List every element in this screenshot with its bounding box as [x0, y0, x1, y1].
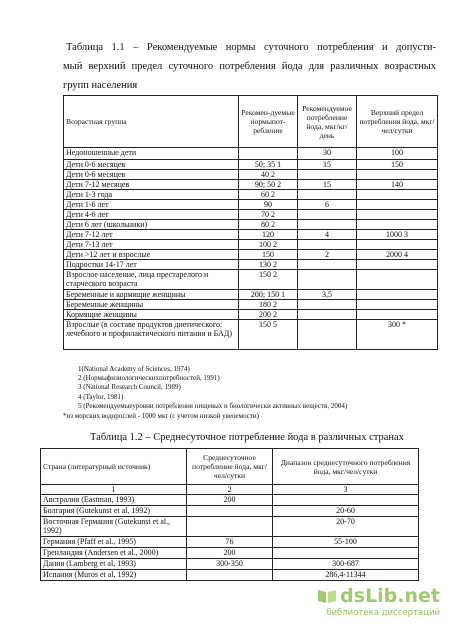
watermark-logo-text: dsLib.net: [340, 585, 440, 607]
table2-cell-range: [273, 548, 419, 559]
table2-colnum-1: 1: [41, 485, 187, 495]
table1-cell-per-kg: 6: [298, 200, 357, 210]
table1-header-age-group: Возрастная группа: [64, 96, 239, 148]
footnote-5: 5 (Рекомендуемыеуровни потребления пищевых и биологически активных веществ, 2004): [78, 402, 348, 410]
table1-cell-upper-limit: 100: [357, 148, 438, 160]
table1-row: [64, 230, 438, 240]
table1-caption-line3: групп населения: [63, 80, 138, 91]
table1-cell-per-kg: [298, 270, 357, 290]
footnote-seaweed: *из морских водорослей - 1000 мкг (с учетом низкой увеоемости): [63, 412, 260, 420]
table1-cell-upper-limit: 1000 3: [357, 230, 438, 240]
table1-cell-per-kg: 2: [298, 250, 357, 260]
table1-cell-upper-limit: [357, 300, 438, 310]
table2-row: [41, 517, 419, 537]
table1-cell-age-group: Дети >12 лет и взрослые: [64, 250, 239, 260]
table1-row: [64, 170, 438, 180]
table1-row: [64, 240, 438, 250]
table1-cell-upper-limit: [357, 220, 438, 230]
watermark-subtitle: библиотека диссертаций: [326, 608, 440, 618]
table1-row: [64, 148, 438, 160]
table1-row: [64, 320, 438, 350]
footnote-2: 2 (Нормыфизиологическихпотребностей, 1991): [78, 374, 220, 382]
footnote-4: 4 (Taylor, 1981): [78, 393, 124, 401]
table2-body: [41, 495, 419, 581]
table1-cell-recommended: 70 2: [239, 210, 298, 220]
table1-body: [64, 148, 438, 350]
table1-cell-recommended: 60 2: [239, 190, 298, 200]
table2-cell-country: Гренландия (Andersen et al., 2000): [41, 548, 187, 559]
table2-cell-range: 20-60: [273, 506, 419, 517]
table1-cell-recommended: 150: [239, 250, 298, 260]
table2-row: [41, 548, 419, 559]
table1-cell-recommended: 40 2: [239, 170, 298, 180]
table1-cell-recommended: 150 5: [239, 320, 298, 350]
table1-cell-upper-limit: [357, 290, 438, 300]
table1-cell-recommended: 200 2: [239, 310, 298, 320]
table1-cell-upper-limit: 300 *: [357, 320, 438, 350]
table2-cell-average: 200: [187, 548, 273, 559]
table1-cell-recommended: 130 2: [239, 260, 298, 270]
table2-cell-average: 300-350: [187, 559, 273, 570]
table2-row: [41, 559, 419, 570]
table2-cell-country: Германия (Pfaff et al., 1995): [41, 537, 187, 548]
table2-cell-range: 286,4-11344: [273, 570, 419, 581]
table1-cell-per-kg: [298, 300, 357, 310]
table1-cell-recommended: 100 2: [239, 240, 298, 250]
table2-header-average: Среднесуточное потребление йода, мкг/чел/сутки: [187, 449, 273, 485]
table1-cell-age-group: Дети 7-13 лет: [64, 240, 239, 250]
table1-header-per-kg: Рекомендуемое потребление йода, мкг/кг/день: [298, 96, 357, 148]
table1-cell-age-group: Дети 1-6 лет: [64, 200, 239, 210]
table1-row: [64, 270, 438, 290]
table1-cell-per-kg: 15: [298, 160, 357, 170]
table1-cell-recommended: [239, 148, 298, 160]
table1-cell-age-group: Взрослое население, лица престарелого и старческого возраста: [64, 270, 239, 290]
table1-row: [64, 310, 438, 320]
table1-header-upper-limit: Верхний предел потребления йода, мкг/чел/сутки: [357, 96, 438, 148]
table1-cell-age-group: Дети 4-6 лет: [64, 210, 239, 220]
table1-cell-age-group: Дети 0-6 месяцев: [64, 160, 239, 170]
table2-cell-range: 55-100: [273, 537, 419, 548]
table1-cell-recommended: 50; 35 1: [239, 160, 298, 170]
table1-cell-per-kg: [298, 320, 357, 350]
table1-cell-upper-limit: [357, 260, 438, 270]
table2-cell-country: Болгария (Gutekunst et al, 1992): [41, 506, 187, 517]
table1-row: [64, 290, 438, 300]
table2-header-country: Страна (литературный источник): [41, 449, 187, 485]
table1-row: [64, 210, 438, 220]
table2-cell-average: [187, 570, 273, 581]
table1-cell-upper-limit: [357, 240, 438, 250]
table1-cell-age-group: Подростки 14-17 лет: [64, 260, 239, 270]
table1-cell-recommended: 120: [239, 230, 298, 240]
table1-row: [64, 260, 438, 270]
table1-cell-per-kg: [298, 240, 357, 250]
table1-row: [64, 200, 438, 210]
table1-cell-recommended: 200; 150 1: [239, 290, 298, 300]
table1-cell-recommended: 90: [239, 200, 298, 210]
table1-cell-age-group: Дети 6 лет (школьники): [64, 220, 239, 230]
table1-cell-upper-limit: [357, 190, 438, 200]
table1-cell-age-group: Недоношенные дети: [64, 148, 239, 160]
table1-cell-per-kg: [298, 220, 357, 230]
table2-caption: Таблица 1.2 – Среднесуточное потребление йода в различных странах: [90, 432, 404, 443]
table1-caption-line2: мый верхний предел суточного потребления йода для различных возрастных: [63, 61, 436, 72]
table1-cell-upper-limit: [357, 310, 438, 320]
table1-row: [64, 250, 438, 260]
table2-iodine-by-country: [40, 448, 419, 581]
table1-cell-upper-limit: [357, 270, 438, 290]
table1-cell-per-kg: 3,5: [298, 290, 357, 300]
table2-row: [41, 506, 419, 517]
table1-cell-age-group: Дети 7-12 лет: [64, 230, 239, 240]
table2-colnum-3: 3: [273, 485, 419, 495]
table2-cell-range: 20-70: [273, 517, 419, 537]
watermark-logo: [316, 585, 440, 607]
footnote-3: 3 (National Research Council, 1989): [78, 383, 181, 391]
table1-cell-upper-limit: 140: [357, 180, 438, 190]
table1-row: [64, 220, 438, 230]
table1-cell-per-kg: 4: [298, 230, 357, 240]
table2-cell-average: [187, 506, 273, 517]
table2-cell-country: Дания (Lamberg et al, 1993): [41, 559, 187, 570]
table1-cell-upper-limit: 2000 4: [357, 250, 438, 260]
table2-cell-country: Восточная Германия (Gutekunst et al., 1992): [41, 517, 187, 537]
table1-cell-per-kg: [298, 310, 357, 320]
table1-iodine-norms: [63, 95, 438, 350]
table2-cell-country: Испания (Muros et al, 1992): [41, 570, 187, 581]
table1-cell-age-group: Беременные и кормящие женщины: [64, 290, 239, 300]
table1-cell-per-kg: [298, 170, 357, 180]
table2-colnum-2: 2: [187, 485, 273, 495]
footnote-1: 1(National Academy of Sciences, 1974): [78, 365, 190, 373]
table2-header-range: Диапазон среднесуточного потребления йода, мкг/чел/сутки: [273, 449, 419, 485]
table2-row: [41, 570, 419, 581]
table1-cell-age-group: Кормящие женщины: [64, 310, 239, 320]
table1-cell-age-group: Дети 7-12 месяцев: [64, 180, 239, 190]
table1-cell-age-group: Беременные женщины: [64, 300, 239, 310]
table2-row: [41, 537, 419, 548]
table2-cell-average: [187, 517, 273, 537]
table1-header-recommended: Рекомен-дуемые нормыпот-ребление: [239, 96, 298, 148]
table1-cell-age-group: Взрослые (в составе продуктов диетического: лечебного и профилактического питания и БАД): [64, 320, 239, 350]
watermark: [316, 585, 440, 618]
table2-cell-range: [273, 495, 419, 506]
table1-cell-recommended: 150 2: [239, 270, 298, 290]
table1-cell-upper-limit: [357, 170, 438, 180]
table1-cell-age-group: Дети 1-3 года: [64, 190, 239, 200]
book-icon: [316, 587, 338, 605]
table1-cell-upper-limit: [357, 200, 438, 210]
table1-cell-per-kg: [298, 260, 357, 270]
table1-row: [64, 300, 438, 310]
table2-cell-range: 300-687: [273, 559, 419, 570]
table1-cell-per-kg: 15: [298, 180, 357, 190]
table1-cell-recommended: 90; 50 2: [239, 180, 298, 190]
table1-cell-age-group: Дети 0-6 месяцев: [64, 170, 239, 180]
table2-cell-country: Австралия (Eastman, 1993): [41, 495, 187, 506]
table2-cell-average: 76: [187, 537, 273, 548]
table1-cell-upper-limit: [357, 210, 438, 220]
table1-cell-per-kg: [298, 210, 357, 220]
table1-cell-upper-limit: 150: [357, 160, 438, 170]
table2-row: [41, 495, 419, 506]
table1-row: [64, 190, 438, 200]
table1-cell-per-kg: 30: [298, 148, 357, 160]
table2-cell-average: 200: [187, 495, 273, 506]
table1-cell-per-kg: [298, 190, 357, 200]
table1-row: [64, 160, 438, 170]
table1-cell-recommended: 180 2: [239, 300, 298, 310]
table1-cell-recommended: 80 2: [239, 220, 298, 230]
table1-row: [64, 180, 438, 190]
table1-caption-line1: Таблица 1.1 – Рекомендуемые нормы суточного потребления и допусти-: [66, 42, 436, 53]
